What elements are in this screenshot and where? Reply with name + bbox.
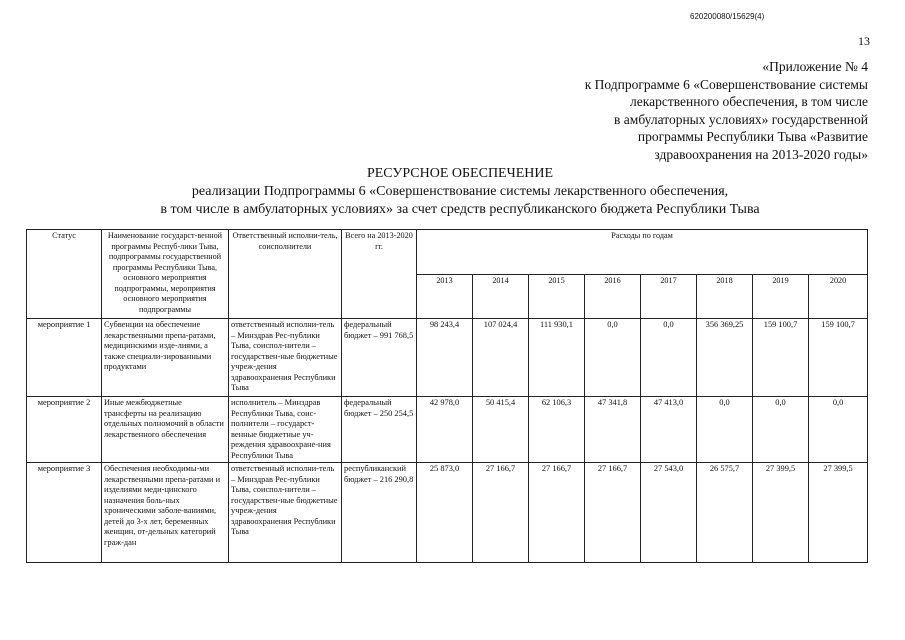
- row-value: 27 399,5: [809, 463, 868, 563]
- appendix-line: «Приложение № 4: [762, 59, 868, 74]
- row-responsible: исполнитель – Минздрав Республики Тыва, соис-полнители – государст-венные бюджетные уч-реждения здравоохране-ния Республики Тыва: [229, 397, 342, 463]
- header-name: Наименование государст-венной программы Респуб-лики Тыва, подпрограммы государственной программы Республики Тыва, основного мероприятия подпрограммы, мероприятия основного мероприятия подпрограммы: [102, 230, 229, 319]
- row-name: Обеспечения необходимы-ми лекарственными препа-ратами и изделиями меди-цинского назначения боль-ных хроническими заболе-ваниями, детей до 3-х лет, беременных женщин, от-дельных категорий граж-дан: [102, 463, 229, 563]
- row-value: 27 399,5: [753, 463, 809, 563]
- row-value: 27 543,0: [641, 463, 697, 563]
- row-value: 0,0: [809, 397, 868, 463]
- appendix-line: здравоохранения на 2013-2020 годы»: [654, 146, 868, 162]
- document-titles: [60, 165, 860, 219]
- row-responsible: ответственный исполни-тель – Минздрав Рес-публики Тыва, соиспол-нители – государствен-ные бюджетные учреж-дения здравоохранения Республики Тыва: [229, 463, 342, 563]
- header-status: Статус: [27, 230, 102, 319]
- table-row: [27, 319, 868, 397]
- row-value: 27 166,7: [473, 463, 529, 563]
- row-value: 98 243,4: [417, 319, 473, 397]
- row-value: 0,0: [641, 319, 697, 397]
- row-name: Субвенции на обеспечение лекарственными препа-ратами, медицинскими изде-лиями, а также специали-зированными продуктами: [102, 319, 229, 397]
- row-status: мероприятие 3: [27, 463, 102, 563]
- header-year: 2020: [809, 274, 868, 319]
- table-row: [27, 397, 868, 463]
- row-value: 27 166,7: [529, 463, 585, 563]
- appendix-line: в амбулаторных условиях» государственной: [614, 111, 868, 127]
- header-year: 2013: [417, 274, 473, 319]
- table-row: [27, 463, 868, 563]
- document-subtitle-line: реализации Подпрограммы 6 «Совершенствование системы лекарственного обеспечения,: [191, 184, 729, 199]
- row-value: 26 575,7: [697, 463, 753, 563]
- header-year: 2018: [697, 274, 753, 319]
- row-responsible: ответственный исполни-тель – Минздрав Рес-публики Тыва, соиспол-нители – государствен-ные бюджетные учреж-дения здравоохранения Республики Тыва: [229, 319, 342, 397]
- appendix-line: к Подпрограмме 6 «Совершенствование системы: [584, 76, 868, 92]
- page-number: 13: [858, 34, 870, 48]
- appendix-line: программы Республики Тыва «Развитие: [637, 129, 868, 144]
- resource-table: [26, 229, 868, 563]
- header-year: 2017: [641, 274, 697, 319]
- row-value: 0,0: [697, 397, 753, 463]
- document-id: 620200080/15629(4): [690, 12, 765, 21]
- header-year: 2014: [473, 274, 529, 319]
- row-total: федеральный бюджет – 991 768,5: [342, 319, 417, 397]
- row-status: мероприятие 2: [27, 397, 102, 463]
- header-expenses: Расходы по годам: [417, 230, 868, 275]
- row-value: 159 100,7: [753, 319, 809, 397]
- row-value: 50 415,4: [473, 397, 529, 463]
- row-value: 0,0: [585, 319, 641, 397]
- row-total: федеральный бюджет – 250 254,5: [342, 397, 417, 463]
- appendix-line: лекарственного обеспечения, в том числе: [630, 94, 868, 109]
- document-title: РЕСУРСНОЕ ОБЕСПЕЧЕНИЕ: [366, 166, 554, 181]
- row-value: 107 024,4: [473, 319, 529, 397]
- row-value: 42 978,0: [417, 397, 473, 463]
- row-value: 62 106,3: [529, 397, 585, 463]
- row-status: мероприятие 1: [27, 319, 102, 397]
- row-value: 159 100,7: [809, 319, 868, 397]
- row-value: 47 341,8: [585, 397, 641, 463]
- row-value: 356 369,25: [697, 319, 753, 397]
- row-name: Иные межбюджетные трансферты на реализацию отдельных полномочий в области лекарственного обеспечения: [102, 397, 229, 463]
- header-responsible: Ответственный исполни-тель, соисполнители: [229, 230, 342, 319]
- header-year: 2016: [585, 274, 641, 319]
- row-value: 27 166,7: [585, 463, 641, 563]
- header-year: 2019: [753, 274, 809, 319]
- appendix-header: [520, 58, 868, 163]
- row-value: 47 413,0: [641, 397, 697, 463]
- row-value: 0,0: [753, 397, 809, 463]
- row-value: 25 873,0: [417, 463, 473, 563]
- header-year: 2015: [529, 274, 585, 319]
- header-total: Всего на 2013-2020 гг.: [342, 230, 417, 319]
- row-total: республиканский бюджет – 216 290,8: [342, 463, 417, 563]
- header-row: [27, 230, 868, 275]
- row-value: 111 930,1: [529, 319, 585, 397]
- document-subtitle-line: в том числе в амбулаторных условиях» за счет средств республиканского бюджета Республики Тыва: [160, 202, 760, 217]
